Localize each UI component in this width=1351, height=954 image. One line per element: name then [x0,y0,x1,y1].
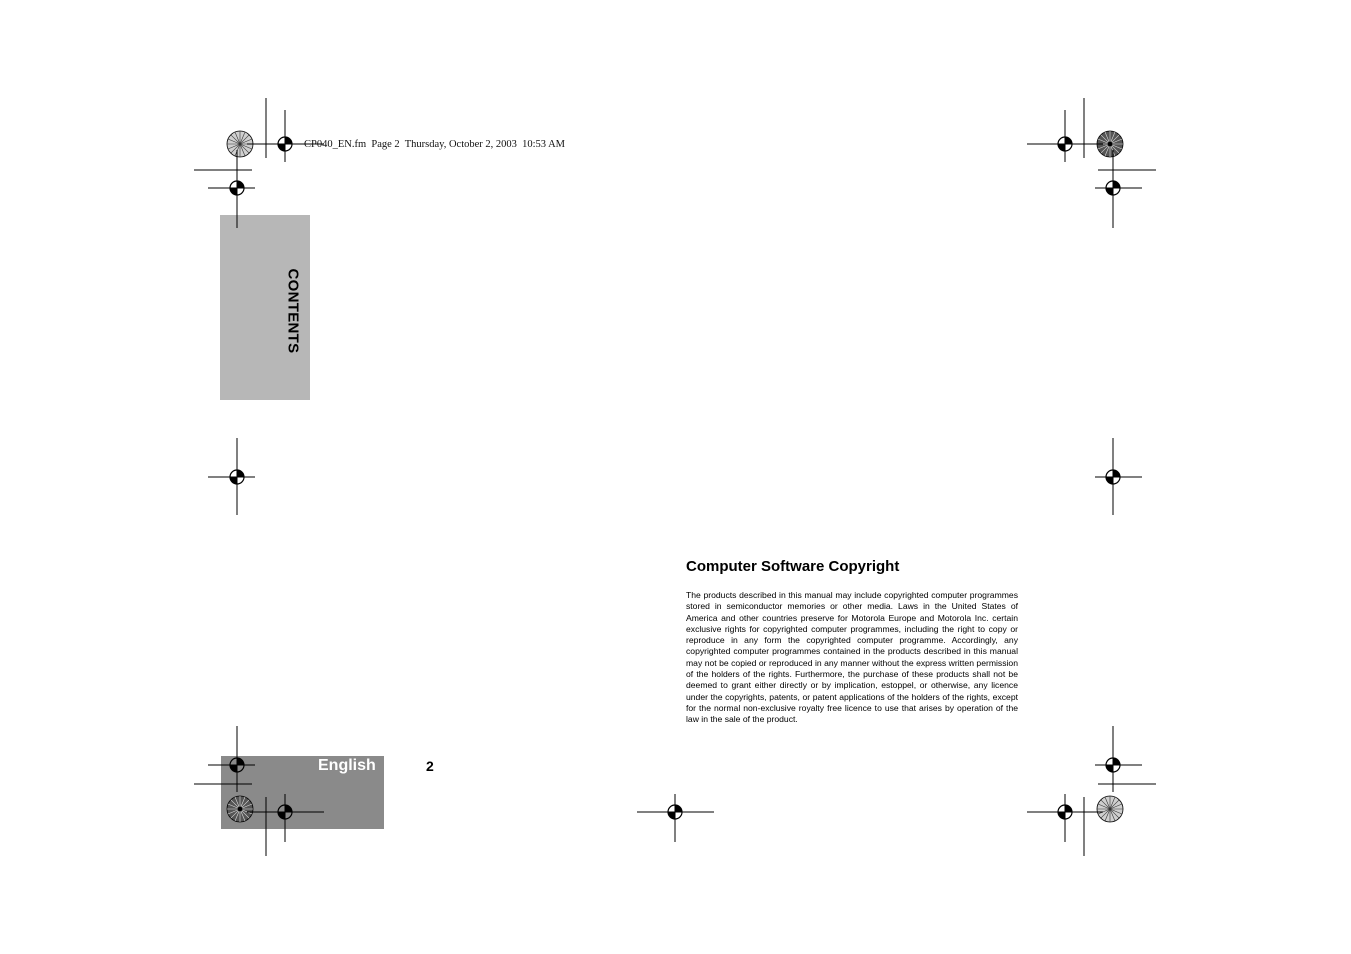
page-number: 2 [426,758,434,774]
contents-tab-label: CONTENTS [284,268,302,354]
language-label: English [318,757,376,774]
copyright-paragraph: The products described in this manual may include copyrighted computer programmes stored in semiconductor memories or other media. Laws in the United States of America and other countries preserve for Motorola Europe and Motorola Inc. certain exclusive rights for copyrighted computer programmes, including the right to copy or reproduce in any form the copyrighted computer programme. Accordingly, any copyrighted computer programmes contained in the products described in this manual may not be copied or reproduced in any manner without the express written permission of the holders of the rights. Furthermore, the purchase of these products shall not be deemed to grant either directly or by implication, estoppel, or otherwise, any licence under the copyrights, patents, or patent applications of the holders of the rights, except for the normal non-exclusive royalty free licence to use that arises by operation of the law in the sale of the product. [686,590,1018,725]
section-heading: Computer Software Copyright [686,558,900,575]
file-slug-line: CP040_EN.fm Page 2 Thursday, October 2, 2003 10:53 AM [304,139,566,150]
